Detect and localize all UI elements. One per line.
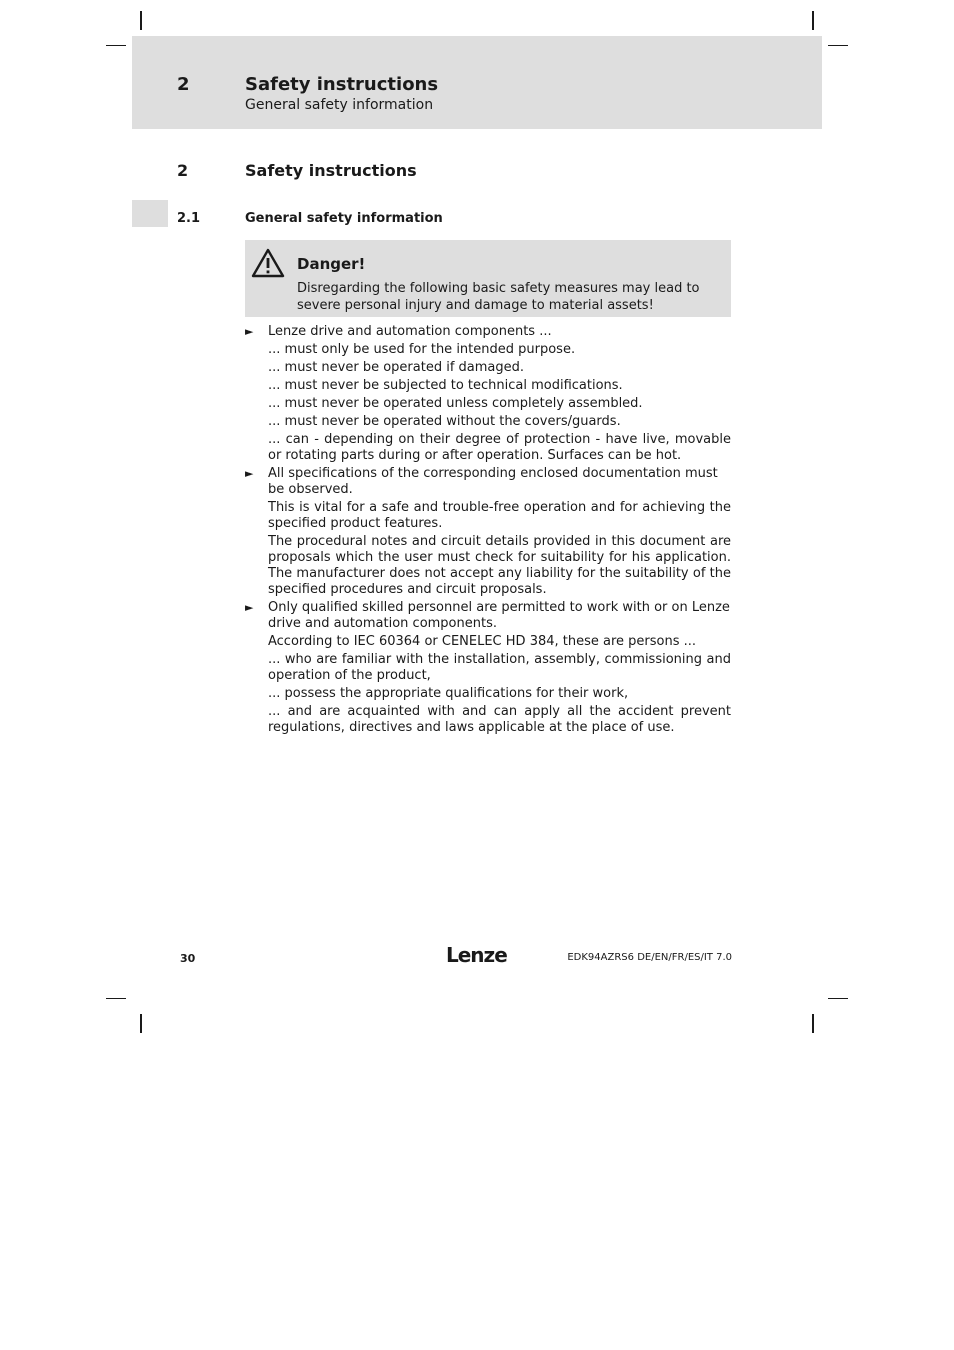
list-item: ... possess the appropriate qualifications for their work, (268, 686, 629, 701)
bullet-sublist (245, 634, 731, 736)
list-item: ... must only be used for the intended purpose. (268, 342, 576, 357)
bullet-head: Only qualified skilled personnel are permitted to work with or on Lenze drive and automation components. (268, 600, 730, 631)
bullet-arrow-icon: ► (245, 325, 254, 338)
list-item: According to IEC 60364 or CENELEC HD 384, these are persons ... (268, 634, 697, 649)
section-title: Safety instructions (245, 161, 417, 180)
section-number: 2 (177, 161, 189, 180)
crop-mark (140, 1014, 142, 1033)
crop-mark (812, 1014, 814, 1033)
chapter-title: Safety instructions (245, 74, 439, 95)
document-code: EDK94AZRS6 DE/EN/FR/ES/IT 7.0 (567, 952, 732, 963)
list-item: ... can - depending on their degree of protection - have live, movable or rotating parts during or after operation. Surfaces can be hot. (268, 432, 731, 463)
list-item: This is vital for a safe and trouble-free operation and for achieving the specified product features. (268, 500, 731, 531)
page-number: 30 (180, 952, 196, 965)
list-item: ... and are acquainted with and can apply all the accident prevent regulations, directives and laws applicable at the place of use. (268, 704, 731, 735)
bullet-item (245, 600, 731, 632)
chapter-subtitle: General safety information (245, 97, 434, 113)
crop-mark (812, 11, 814, 30)
warning-triangle-icon (251, 248, 285, 278)
list-item: ... who are familiar with the installation, assembly, commissioning and operation of the product, (268, 652, 731, 683)
bullet-arrow-icon: ► (245, 467, 254, 480)
section-marker (132, 200, 168, 227)
danger-text: Disregarding the following basic safety measures may lead to severe personal injury and damage to material assets! (297, 281, 700, 313)
bullet-item (245, 324, 731, 340)
crop-mark (106, 45, 126, 46)
bullet-item (245, 466, 731, 498)
bullet-head: All specifications of the corresponding enclosed documentation must be observed. (268, 466, 718, 497)
list-item: ... must never be operated if damaged. (268, 360, 525, 375)
crop-mark (828, 998, 848, 999)
crop-mark (140, 11, 142, 30)
list-item: ... must never be subjected to technical modifications. (268, 378, 623, 393)
list-item: ... must never be operated unless completely assembled. (268, 396, 643, 411)
list-item: The procedural notes and circuit details provided in this document are proposals which the user must check for suitability for his application. The manufacturer does not accept any liability for the suitability of the specified procedures and circuit proposals. (268, 534, 731, 597)
safety-content (245, 322, 731, 736)
subsection-title: General safety information (245, 211, 443, 226)
subsection-number: 2.1 (177, 211, 201, 226)
chapter-number: 2 (177, 74, 190, 95)
crop-mark (106, 998, 126, 999)
lenze-logo: Lenze (446, 943, 507, 967)
page-header (132, 36, 822, 129)
danger-title: Danger! (297, 255, 366, 273)
list-item: ... must never be operated without the covers/guards. (268, 414, 621, 429)
danger-notice (245, 240, 731, 317)
bullet-sublist (245, 500, 731, 598)
bullet-head: Lenze drive and automation components ... (268, 324, 552, 339)
bullet-sublist (245, 342, 731, 464)
crop-mark (828, 45, 848, 46)
bullet-arrow-icon: ► (245, 601, 254, 614)
